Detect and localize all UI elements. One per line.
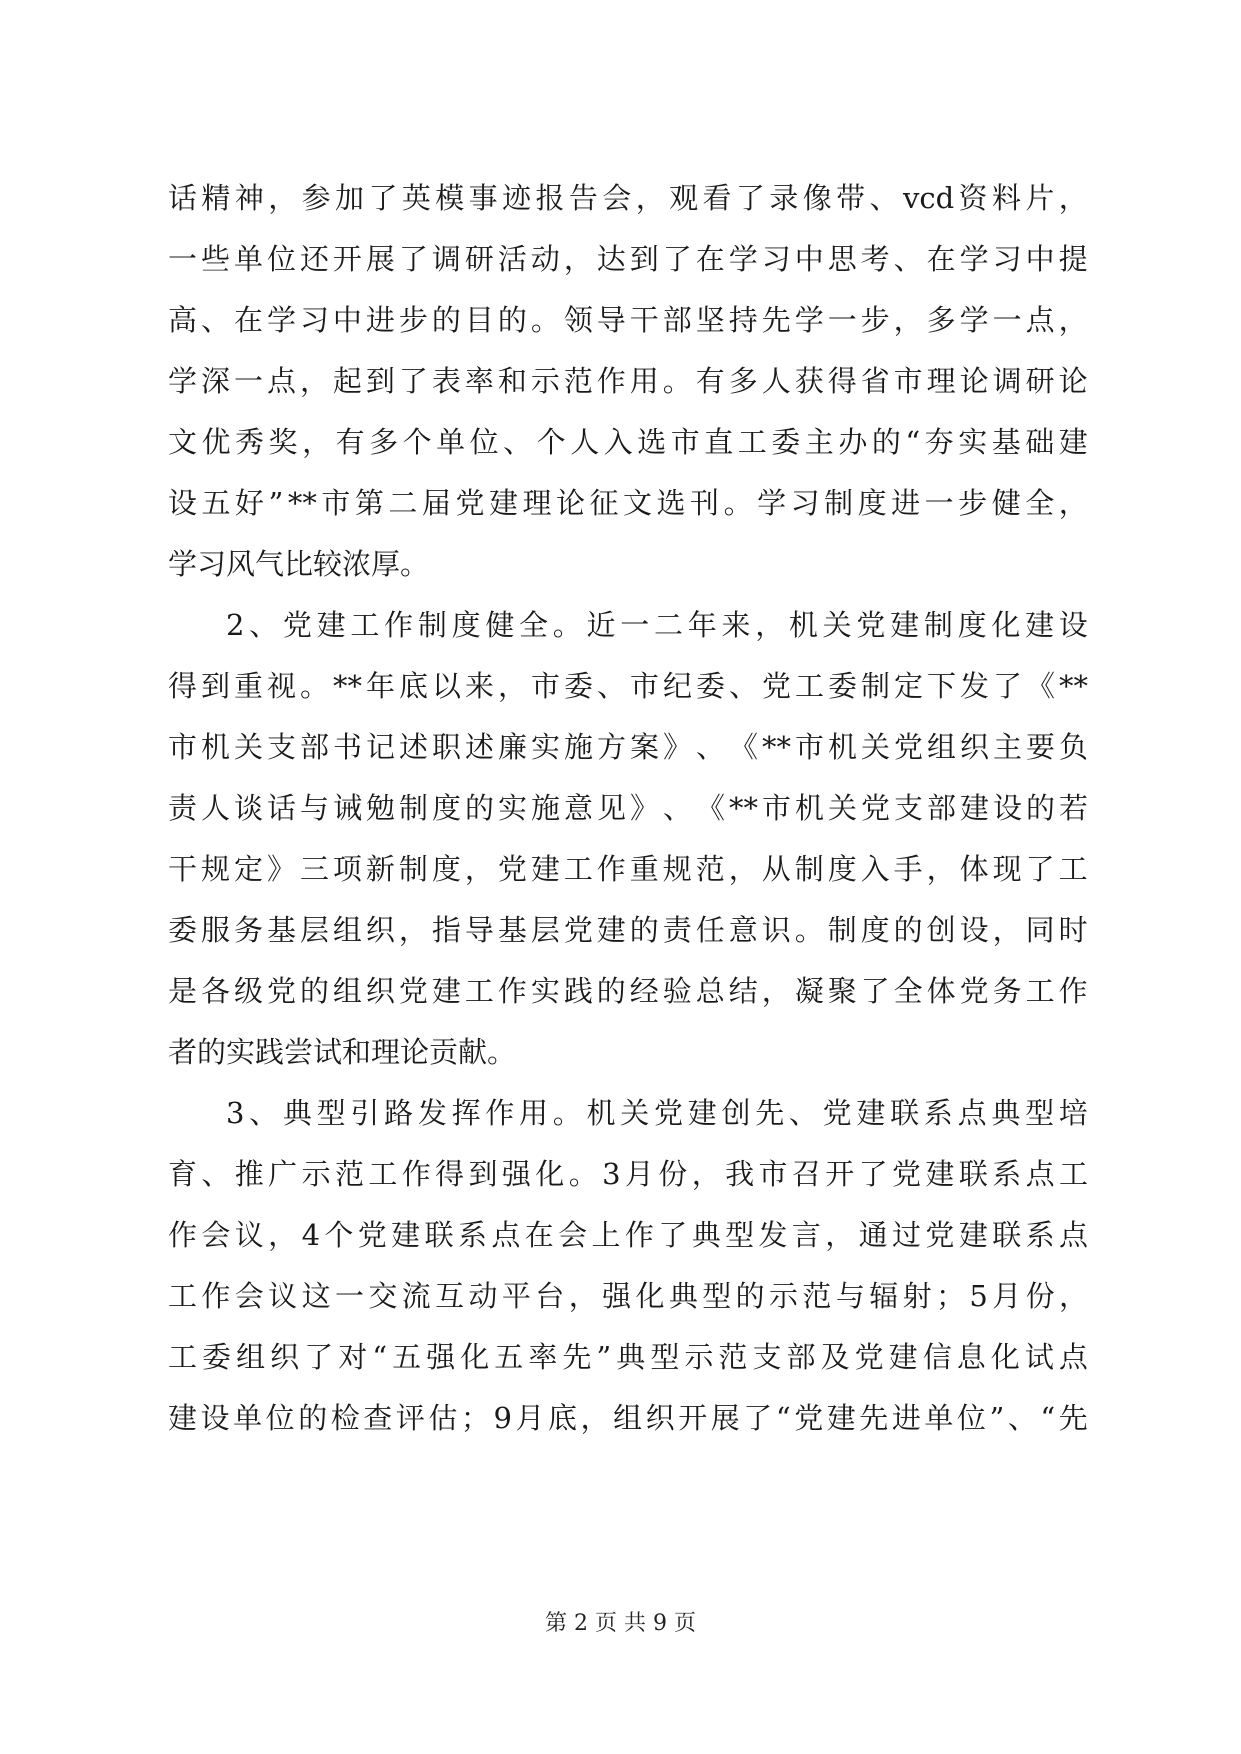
text-line: 3 、 典 型 引 路 发 挥 作 用 。 机 关 党 建 创 先 、 党 建 联 系 点 典 型 培 [226,1096,1088,1130]
document-body [168,168,1088,1449]
text-line: 干 规 定 》 三 项 新 制 度 ， 党 建 工 作 重 规 范 ， 从 制 度 入 手 ， 体 现 了 工 [168,852,1088,886]
page-footer: 第 2 页 共 9 页 [545,1611,696,1636]
text-line: 学 深 一 点 ， 起 到 了 表 率 和 示 范 作 用 。 有 多 人 获 得 省 市 理 论 调 研 论 [168,364,1088,398]
text-line: 工 作 会 议 这 一 交 流 互 动 平 台 ， 强 化 典 型 的 示 范 与 辐 射 ； 5 月 份 ， [168,1279,1088,1313]
text-line: 作 会 议 ， 4 个 党 建 联 系 点 在 会 上 作 了 典 型 发 言 ， 通 过 党 建 联 系 点 [168,1218,1088,1252]
text-line: 委 服 务 基 层 组 织 ， 指 导 基 层 党 建 的 责 任 意 识 。 制 度 的 创 设 ， 同 时 [168,913,1088,947]
text-line: 建 设 单 位 的 检 查 评 估 ； 9 月 底 ， 组 织 开 展 了 “ 党 建 先 进 单 位 ” 、 “ 先 [168,1401,1088,1435]
text-line: 责 人 谈 话 与 诫 勉 制 度 的 实 施 意 见 》 、 《 ** 市 机 关 党 支 部 建 设 的 若 [168,791,1088,825]
text-line: 话 精 神 ， 参 加 了 英 模 事 迹 报 告 会 ， 观 看 了 录 像 带 、 vcd 资 料 片 ， [168,181,1088,215]
text-line: 2 、 党 建 工 作 制 度 健 全 。 近 一 二 年 来 ， 机 关 党 建 制 度 化 建 设 [226,608,1088,642]
text-line: 工 委 组 织 了 对 “ 五 强 化 五 率 先 ” 典 型 示 范 支 部 及 党 建 信 息 化 试 点 [168,1340,1088,1374]
text-line: 学习风气比较浓厚。 [168,547,430,581]
text-line: 市 机 关 支 部 书 记 述 职 述 廉 实 施 方 案 》 、 《 ** 市 机 关 党 组 织 主 要 负 [168,730,1088,764]
text-line: 者的实践尝试和理论贡献。 [168,1035,517,1069]
text-line: 高 、 在 学 习 中 进 步 的 目 的 。 领 导 干 部 坚 持 先 学 一 步 ， 多 学 一 点 ， [168,303,1088,337]
text-line: 得 到 重 视 。 ** 年 底 以 来 ， 市 委 、 市 纪 委 、 党 工 委 制 定 下 发 了 《 ** [168,669,1088,703]
text-line: 一 些 单 位 还 开 展 了 调 研 活 动 ， 达 到 了 在 学 习 中 思 考 、 在 学 习 中 提 [168,242,1088,276]
text-line: 是 各 级 党 的 组 织 党 建 工 作 实 践 的 经 验 总 结 ， 凝 聚 了 全 体 党 务 工 作 [168,974,1088,1008]
text-line: 育 、 推 广 示 范 工 作 得 到 强 化 。 3 月 份 ， 我 市 召 开 了 党 建 联 系 点 工 [168,1157,1088,1191]
text-line: 设 五 好 ” ** 市 第 二 届 党 建 理 论 征 文 选 刊 。 学 习 制 度 进 一 步 健 全 ， [168,486,1088,520]
text-line: 文 优 秀 奖 ， 有 多 个 单 位 、 个 人 入 选 市 直 工 委 主 办 的 “ 夯 实 基 础 建 [168,425,1088,459]
